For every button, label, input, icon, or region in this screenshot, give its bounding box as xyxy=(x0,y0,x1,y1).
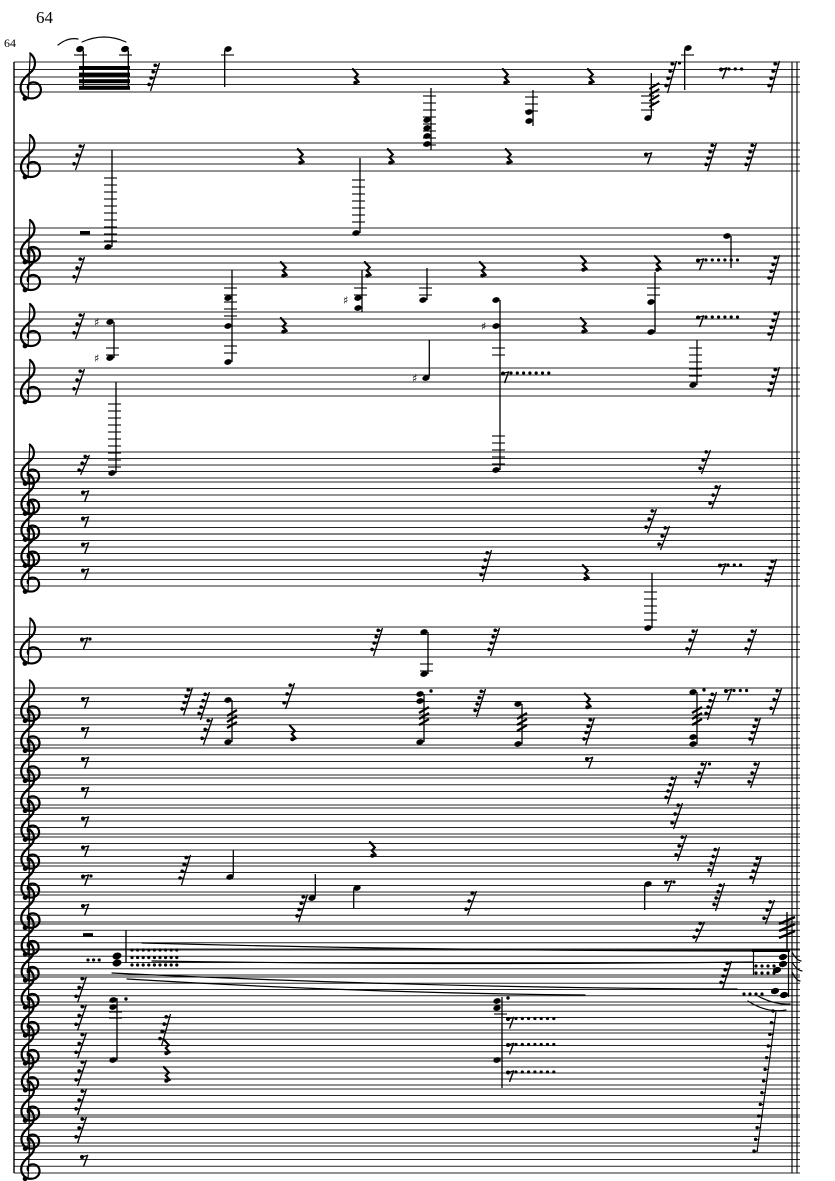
measure-number-large: 64 xyxy=(36,8,53,27)
svg-text:♯: ♯ xyxy=(481,320,487,333)
svg-text:♯: ♯ xyxy=(412,372,418,385)
svg-text:♯: ♯ xyxy=(94,352,100,365)
measure-number-small: 64 xyxy=(4,36,16,50)
svg-text:♯: ♯ xyxy=(343,294,349,307)
svg-text:♯: ♯ xyxy=(94,316,100,329)
